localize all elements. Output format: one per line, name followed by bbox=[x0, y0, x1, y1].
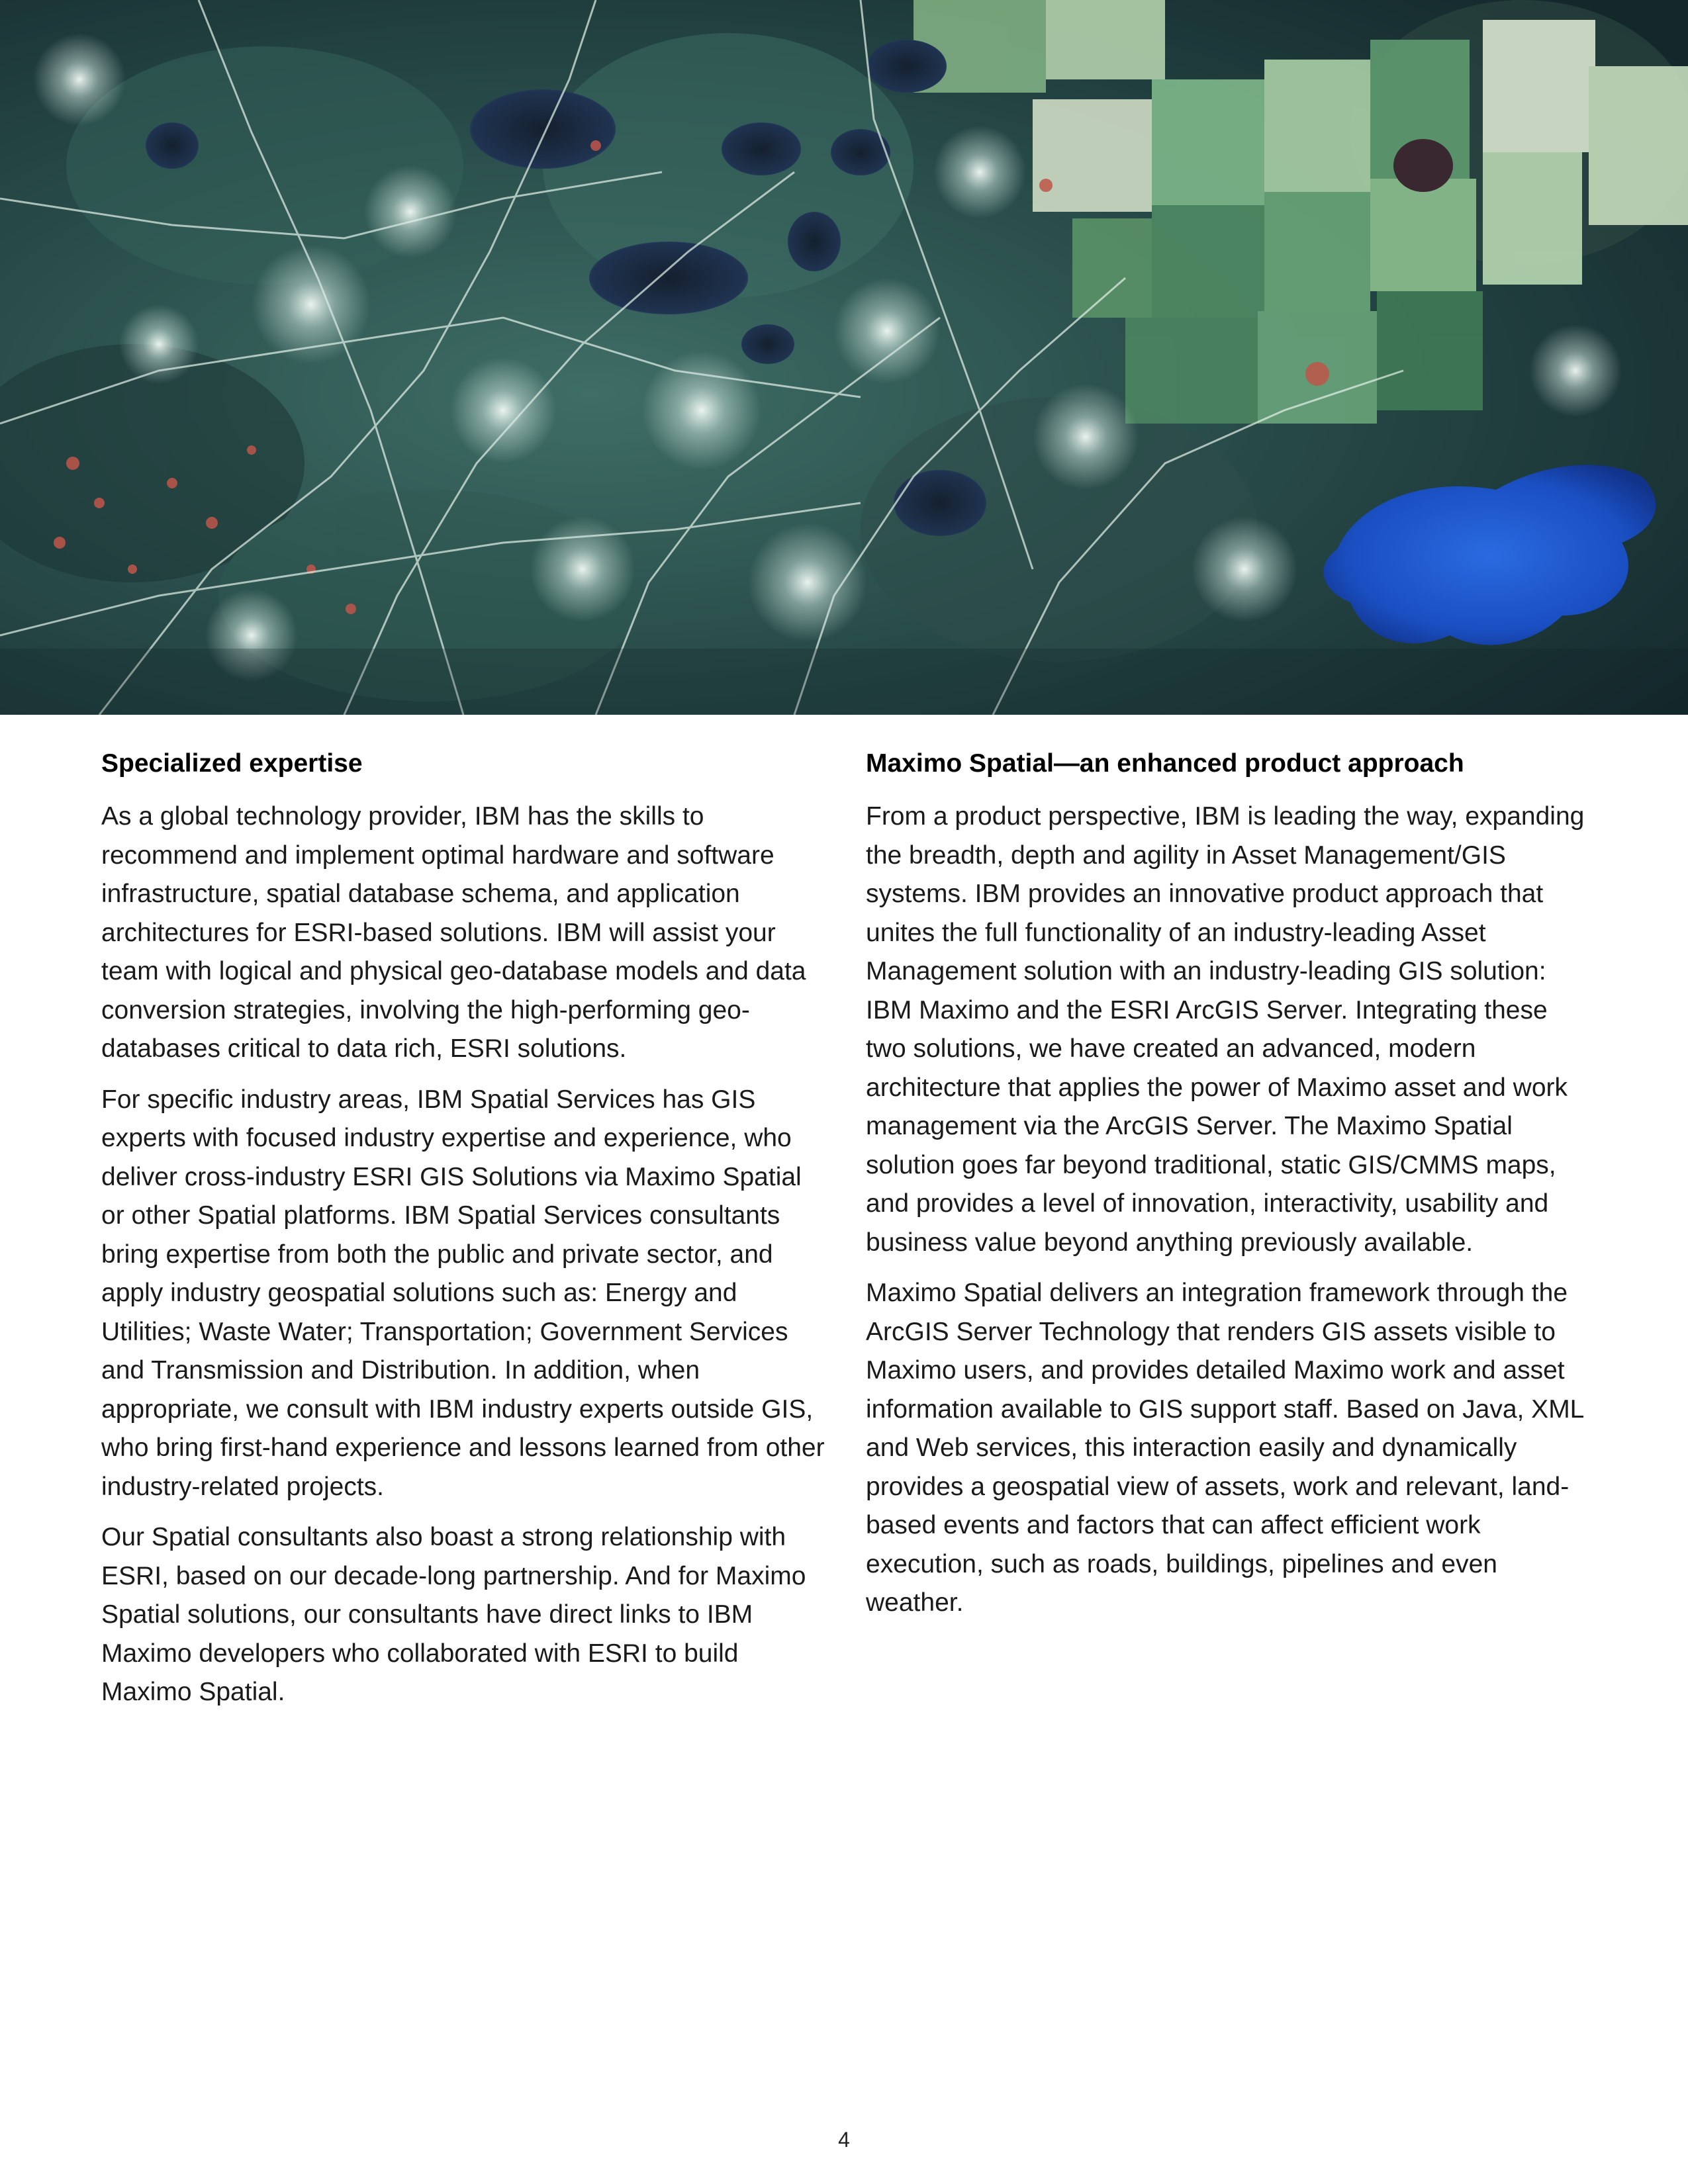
right-column bbox=[866, 745, 1591, 1724]
left-paragraph-2: For specific industry areas, IBM Spatial Services has GIS experts with focused industry expertise and experience, who deliver cross-industry ESRI GIS Solutions via Maximo Spatial or other Spatial platforms. IBM Spatial Services consultants bring expertise from both the public and private sector, and apply industry geospatial solutions such as: Energy and Utilities; Waste Water; Transportation; Government Services and Transmission and Distribution. In addition, when appropriate, we consult with IBM industry experts outside GIS, who bring first-hand experience and lessons learned from other industry-related projects. bbox=[101, 1085, 825, 1501]
maximo-spatial-heading: Maximo Spatial—an enhanced product approach bbox=[866, 749, 1464, 778]
two-column-body bbox=[101, 745, 1591, 1724]
right-paragraph-2: Maximo Spatial delivers an integration framework through the ArcGIS Server Technology that renders GIS assets visible to Maximo users, and provides detailed Maximo work and asset information available to GIS support staff. Based on Java, XML and Web services, this interaction easily and dynamically provides a geospatial view of assets, work and relevant, land-based events and factors that can affect efficient work execution, such as roads, buildings, pipelines and even weather. bbox=[866, 1279, 1583, 1617]
left-paragraph-3: Our Spatial consultants also boast a strong relationship with ESRI, based on our decade-long partnership. And for Maximo Spatial solutions, our consultants have direct links to IBM Maximo developers who collaborated with ESRI to build Maximo Spatial. bbox=[101, 1523, 806, 1706]
specialized-expertise-heading: Specialized expertise bbox=[101, 749, 363, 778]
left-column bbox=[101, 745, 826, 1724]
right-paragraph-1: From a product perspective, IBM is leading the way, expanding the breadth, depth and agility in Asset Management/GIS systems. IBM provides an innovative product approach that unites the full functionality of an industry-leading Asset Management solution with an industry-leading GIS solution: IBM Maximo and the ESRI ArcGIS Server. Integrating these two solutions, we have created an advanced, modern architecture that applies the power of Maximo asset and work management via the ArcGIS Server. The Maximo Spatial solution goes far beyond traditional, static GIS/CMMS maps, and provides a level of innovation, interactivity, usability and business value beyond anything previously available. bbox=[866, 802, 1585, 1257]
left-paragraph-1: As a global technology provider, IBM has the skills to recommend and implement optimal hardware and software infrastructure, spatial database schema, and application architectures for ESRI-based solutions. IBM will assist your team with logical and physical geo-database models and data conversion strategies, involving the high-performing geo-databases critical to data rich, ESRI solutions. bbox=[101, 802, 806, 1063]
hero-satellite-image bbox=[0, 0, 1688, 715]
satellite-landscape-image bbox=[0, 0, 1688, 715]
page-number: 4 bbox=[838, 2128, 850, 2152]
